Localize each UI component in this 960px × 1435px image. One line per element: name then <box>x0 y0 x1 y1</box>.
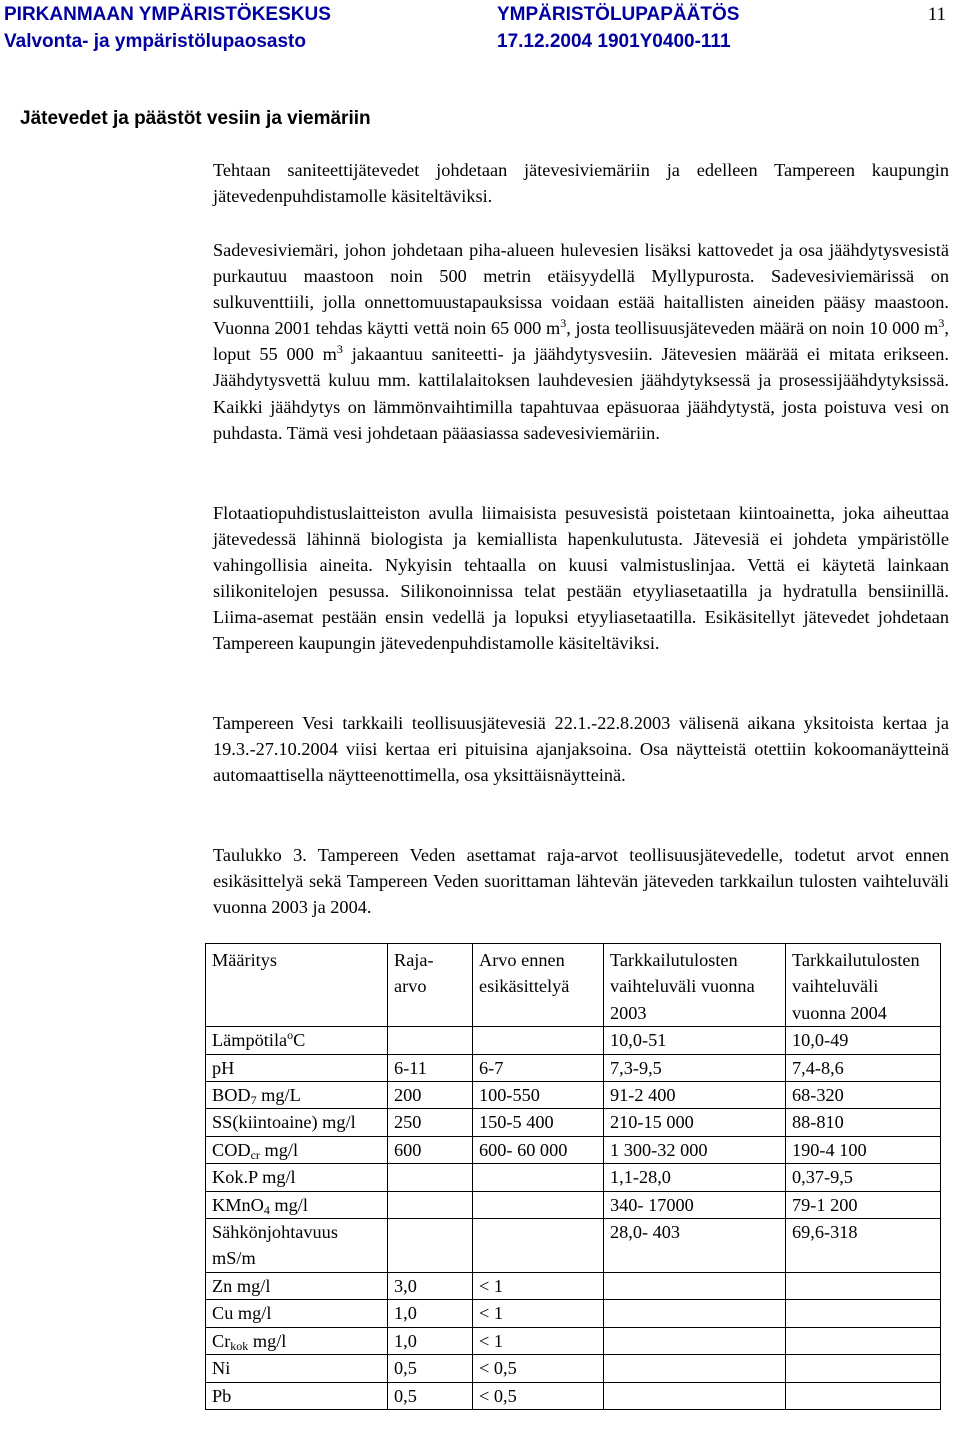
cell-before-pretreatment <box>473 1191 604 1218</box>
cell-range-2004: 10,0-49 <box>786 1027 941 1054</box>
cell-range-2003 <box>604 1327 786 1354</box>
table-row <box>206 1219 941 1273</box>
table-row <box>206 1327 941 1354</box>
table-row <box>206 1355 941 1382</box>
cell-parameter <box>206 1136 388 1163</box>
section-title: Jätevedet ja päästöt vesiin ja viemäriin <box>20 108 371 129</box>
cell-parameter <box>206 1082 388 1109</box>
cell-before-pretreatment: < 0,5 <box>473 1382 604 1409</box>
org-name: PIRKANMAAN YMPÄRISTÖKESKUS <box>4 4 331 25</box>
cell-limit: 250 <box>388 1109 473 1136</box>
table-row <box>206 1027 941 1054</box>
parameter-subscript: 7 <box>250 1093 257 1108</box>
parameter-name: KMnO <box>212 1194 264 1215</box>
paragraph-stormwater-part: , josta teollisuusjäteveden määrä on noin 10 000 m <box>566 318 939 339</box>
table-row <box>206 1300 941 1327</box>
cell-range-2003 <box>604 1272 786 1299</box>
cell-range-2003: 10,0-51 <box>604 1027 786 1054</box>
superscript-cubic: 3 <box>336 342 343 357</box>
parameter-name: Zn mg/l <box>212 1275 271 1296</box>
cell-limit: 1,0 <box>388 1300 473 1327</box>
parameter-name: Ni <box>212 1358 231 1379</box>
parameter-name: BOD <box>212 1085 251 1106</box>
table-header-row <box>206 944 941 1027</box>
cell-before-pretreatment: < 1 <box>473 1300 604 1327</box>
cell-range-2004 <box>786 1382 941 1409</box>
document-reference: 17.12.2004 1901Y0400-111 <box>497 31 731 52</box>
superscript-cubic: 3 <box>938 316 945 331</box>
cell-range-2004: 69,6-318 <box>786 1219 941 1273</box>
table-row <box>206 1272 941 1299</box>
cell-parameter <box>206 1382 388 1409</box>
table-row <box>206 1109 941 1136</box>
cell-range-2003 <box>604 1382 786 1409</box>
cell-range-2004: 0,37-9,5 <box>786 1164 941 1191</box>
cell-range-2004: 190-4 100 <box>786 1136 941 1163</box>
cell-range-2004: 68-320 <box>786 1082 941 1109</box>
cell-limit: 0,5 <box>388 1382 473 1409</box>
parameter-name: Sähkönjohtavuus mS/m <box>212 1222 338 1269</box>
table-caption: Taulukko 3. Tampereen Veden asettamat raja-arvot teollisuusjätevedelle, todetut arvot ennen esikäsittelyä sekä Tampereen Veden suorittaman lähtevän jäteveden tarkkailun tulosten vaihteluväli vuonna 2003 ja 2004. <box>213 845 949 918</box>
parameter-name: COD <box>212 1139 251 1160</box>
cell-range-2003: 91-2 400 <box>604 1082 786 1109</box>
parameter-name: Kok.P mg/l <box>212 1167 296 1188</box>
parameter-unit: C <box>293 1030 306 1051</box>
cell-range-2004 <box>786 1272 941 1299</box>
cell-before-pretreatment: 6-7 <box>473 1054 604 1081</box>
table-row <box>206 1054 941 1081</box>
parameter-unit: mg/l <box>269 1194 308 1215</box>
cell-parameter <box>206 1164 388 1191</box>
header-parameter: Määritys <box>206 944 388 1027</box>
cell-range-2004 <box>786 1355 941 1382</box>
cell-range-2003 <box>604 1300 786 1327</box>
cell-limit: 3,0 <box>388 1272 473 1299</box>
cell-limit <box>388 1164 473 1191</box>
parameter-name: Cr <box>212 1330 231 1351</box>
parameter-name: Lämpötila <box>212 1030 288 1051</box>
parameter-name: Cu mg/l <box>212 1303 272 1324</box>
cell-range-2004 <box>786 1327 941 1354</box>
header-range-2004: Tarkkailutulosten vaihteluväli vuonna 2004 <box>786 944 941 1027</box>
cell-range-2003: 1 300-32 000 <box>604 1136 786 1163</box>
table-row <box>206 1082 941 1109</box>
cell-range-2003: 210-15 000 <box>604 1109 786 1136</box>
department-name: Valvonta- ja ympäristölupaosasto <box>4 31 306 52</box>
superscript-cubic: 3 <box>560 316 567 331</box>
cell-parameter <box>206 1355 388 1382</box>
cell-limit: 6-11 <box>388 1054 473 1081</box>
cell-parameter <box>206 1300 388 1327</box>
paragraph-stormwater <box>213 237 949 446</box>
cell-before-pretreatment: 150-5 400 <box>473 1109 604 1136</box>
paragraph-stormwater-part: , loput 55 000 m <box>213 318 949 365</box>
cell-parameter <box>206 1191 388 1218</box>
parameter-subscript: cr <box>250 1147 260 1162</box>
page-number: 11 <box>927 4 946 25</box>
parameter-name: pH <box>212 1057 235 1078</box>
cell-range-2004: 79-1 200 <box>786 1191 941 1218</box>
cell-parameter <box>206 1219 388 1273</box>
cell-before-pretreatment <box>473 1219 604 1273</box>
cell-limit: 600 <box>388 1136 473 1163</box>
parameter-subscript: kok <box>230 1338 249 1353</box>
cell-before-pretreatment: < 1 <box>473 1272 604 1299</box>
parameter-name: SS(kiintoaine) mg/l <box>212 1112 356 1133</box>
cell-limit <box>388 1027 473 1054</box>
cell-before-pretreatment: 100-550 <box>473 1082 604 1109</box>
parameter-unit: mg/l <box>259 1139 299 1160</box>
parameter-unit: mg/L <box>256 1085 301 1106</box>
table-row <box>206 1164 941 1191</box>
cell-limit <box>388 1191 473 1218</box>
cell-parameter <box>206 1027 388 1054</box>
paragraph-flotation: Flotaatiopuhdistuslaitteiston avulla liimaisista pesuvesistä poistetaan kiintoainetta, joka aiheuttaa jätevedessä lähinnä biologista ja kemiallista hapenkulutusta. Jätevesiä ei johdeta ympäristölle vahingollisia aineita. Nykyisin tehtaalla on kuusi valmistuslinjaa. Vettä ei käytetä lainkaan silikonitelojen pesussa. Silikonoinnissa telat pestään etyyliasetaatilla ja hydratulla bensiinillä. Liima-asemat pestään ensin vedellä ja lopuksi etyyliasetaatilla. Esikäsitellyt jätevedet johdetaan Tampereen kaupungin jätevedenpuhdistamolle käsiteltäviksi. <box>213 503 949 654</box>
paragraph-monitoring: Tampereen Vesi tarkkaili teollisuusjätevesiä 22.1.-22.8.2003 välisenä aikana yksitoista kertaa ja 19.3.-27.10.2004 viisi kertaa eri pituisina ajanjaksoina. Osa näytteistä otettiin kokoomanäytteinä automaattisella näytteenottimella, osa yksittäisnäytteinä. <box>213 713 949 786</box>
cell-parameter <box>206 1272 388 1299</box>
parameter-unit: mg/l <box>248 1330 287 1351</box>
cell-before-pretreatment <box>473 1027 604 1054</box>
cell-before-pretreatment: 600- 60 000 <box>473 1136 604 1163</box>
limit-values-table <box>205 943 941 1410</box>
cell-parameter <box>206 1327 388 1354</box>
cell-limit: 1,0 <box>388 1327 473 1354</box>
table-row <box>206 1136 941 1163</box>
cell-before-pretreatment <box>473 1164 604 1191</box>
parameter-name: Pb <box>212 1385 232 1406</box>
cell-range-2003: 7,3-9,5 <box>604 1054 786 1081</box>
paragraph-sanitary-wastewater: Tehtaan saniteettijätevedet johdetaan jätevesiviemäriin ja edelleen Tampereen kaupungin jätevedenpuhdistamolle käsiteltäviksi. <box>213 160 949 207</box>
table-body <box>206 1027 941 1410</box>
table-row <box>206 1191 941 1218</box>
header-limit: Raja-arvo <box>388 944 473 1027</box>
paragraph-stormwater-part: jakaantuu saniteetti- ja jäähdytysvesiin. Jätevesien määrää ei mitata erikseen. Jäähdytysvettä kuluu mm. kattilalaitoksen lauhdevesien jäähdytyksessä ja prosessijäähdytyksissä. Kaikki jäähdytys on lämmönvaihtimilla tapahtuvaa epäsuoraa jäähdytystä, josta poistuva vesi on puhdasta. Tämä vesi johdetaan pääasiassa sadevesiviemäriin. <box>213 344 949 443</box>
cell-range-2003: 340- 17000 <box>604 1191 786 1218</box>
cell-range-2004 <box>786 1300 941 1327</box>
cell-range-2003: 1,1-28,0 <box>604 1164 786 1191</box>
cell-parameter <box>206 1054 388 1081</box>
cell-parameter <box>206 1109 388 1136</box>
cell-limit: 0,5 <box>388 1355 473 1382</box>
header-before-pretreatment: Arvo ennen esikäsittelyä <box>473 944 604 1027</box>
cell-range-2004: 88-810 <box>786 1109 941 1136</box>
cell-range-2003 <box>604 1355 786 1382</box>
cell-limit: 200 <box>388 1082 473 1109</box>
cell-range-2004: 7,4-8,6 <box>786 1054 941 1081</box>
paragraph-stormwater-part: Sadevesiviemäri, johon johdetaan piha-alueen hulevesien lisäksi kattovedet ja osa jäähdytysvesistä purkautuu maastoon noin 500 metrin etäisyydellä Myllypurosta. Sadevesiviemärissä on sulkuventtiili, jolla onnettomuustapauksissa voidaan estää haitallisten aineiden pääsy maastoon. Vuonna 2001 tehdas käytti vettä noin 65 000 m <box>213 240 949 339</box>
parameter-subscript: 4 <box>263 1202 270 1217</box>
cell-limit <box>388 1219 473 1273</box>
document-type: YMPÄRISTÖLUPAPÄÄTÖS <box>497 4 740 25</box>
parameter-superscript: o <box>287 1028 294 1043</box>
cell-range-2003: 28,0- 403 <box>604 1219 786 1273</box>
cell-before-pretreatment: < 0,5 <box>473 1355 604 1382</box>
table-row <box>206 1382 941 1409</box>
cell-before-pretreatment: < 1 <box>473 1327 604 1354</box>
header-range-2003: Tarkkailutulosten vaihteluväli vuonna 2003 <box>604 944 786 1027</box>
